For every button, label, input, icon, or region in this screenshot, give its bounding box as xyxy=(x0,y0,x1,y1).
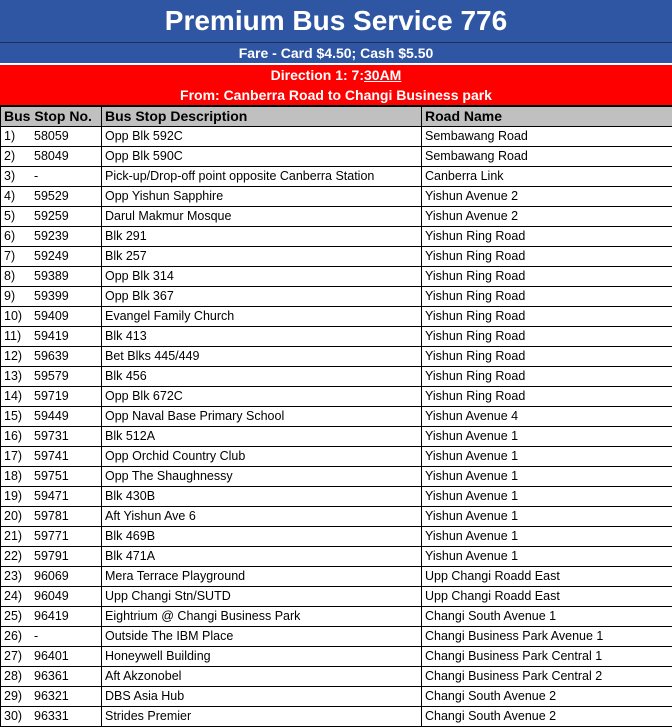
stop-code: - xyxy=(34,169,38,183)
row-index: 1) xyxy=(4,127,34,146)
stop-number-cell xyxy=(1,367,102,387)
road-name: Yishun Avenue 2 xyxy=(422,187,672,207)
row-index: 13) xyxy=(4,367,34,386)
stop-description: Opp Blk 592C xyxy=(102,127,422,147)
stop-code: 59529 xyxy=(34,189,69,203)
stop-number-cell xyxy=(1,407,102,427)
road-name: Yishun Avenue 1 xyxy=(422,467,672,487)
stop-description: Blk 456 xyxy=(102,367,422,387)
table-row xyxy=(1,567,672,587)
stop-description: Opp Yishun Sapphire xyxy=(102,187,422,207)
stop-description: Blk 291 xyxy=(102,227,422,247)
row-index: 29) xyxy=(4,687,34,706)
table-row xyxy=(1,387,672,407)
stop-code: 96401 xyxy=(34,649,69,663)
direction-time: 30AM xyxy=(364,67,401,83)
stop-number-cell xyxy=(1,587,102,607)
stop-code: 59409 xyxy=(34,309,69,323)
stop-number-cell xyxy=(1,327,102,347)
stop-code: 59249 xyxy=(34,249,69,263)
direction-label: Direction 1: 7: xyxy=(271,67,364,83)
stop-code: 59389 xyxy=(34,269,69,283)
stop-code: 96331 xyxy=(34,709,69,723)
table-row xyxy=(1,267,672,287)
row-index: 24) xyxy=(4,587,34,606)
stop-number-cell xyxy=(1,347,102,367)
stop-description: Strides Premier xyxy=(102,707,422,727)
road-name: Changi South Avenue 1 xyxy=(422,607,672,627)
table-row xyxy=(1,127,672,147)
stop-description: Mera Terrace Playground xyxy=(102,567,422,587)
row-index: 25) xyxy=(4,607,34,626)
stop-code: 96419 xyxy=(34,609,69,623)
stop-code: 59259 xyxy=(34,209,69,223)
stop-description: Outside The IBM Place xyxy=(102,627,422,647)
stop-code: 59419 xyxy=(34,329,69,343)
road-name: Yishun Ring Road xyxy=(422,227,672,247)
stop-number-cell xyxy=(1,647,102,667)
table-row xyxy=(1,427,672,447)
table-row xyxy=(1,167,672,187)
stop-code: - xyxy=(34,629,38,643)
stop-description: Blk 430B xyxy=(102,487,422,507)
stop-code: 96069 xyxy=(34,569,69,583)
direction-line xyxy=(0,65,672,85)
stop-number-cell xyxy=(1,507,102,527)
stop-description: Evangel Family Church xyxy=(102,307,422,327)
stop-code: 58049 xyxy=(34,149,69,163)
road-name: Yishun Ring Road xyxy=(422,347,672,367)
stop-number-cell xyxy=(1,667,102,687)
table-row xyxy=(1,227,672,247)
table-row xyxy=(1,667,672,687)
stop-number-cell xyxy=(1,607,102,627)
table-row xyxy=(1,247,672,267)
stop-number-cell xyxy=(1,487,102,507)
column-header-description: Bus Stop Description xyxy=(102,107,422,127)
table-row xyxy=(1,527,672,547)
stop-code: 59579 xyxy=(34,369,69,383)
stop-description: Blk 471A xyxy=(102,547,422,567)
road-name: Changi South Avenue 2 xyxy=(422,687,672,707)
stop-code: 59751 xyxy=(34,469,69,483)
row-index: 22) xyxy=(4,547,34,566)
row-index: 21) xyxy=(4,527,34,546)
road-name: Yishun Ring Road xyxy=(422,367,672,387)
stop-description: Blk 512A xyxy=(102,427,422,447)
table-row xyxy=(1,207,672,227)
row-index: 4) xyxy=(4,187,34,206)
table-row xyxy=(1,287,672,307)
row-index: 12) xyxy=(4,347,34,366)
road-name: Upp Changi Roadd East xyxy=(422,567,672,587)
road-name: Yishun Ring Road xyxy=(422,247,672,267)
row-index: 2) xyxy=(4,147,34,166)
stop-code: 59449 xyxy=(34,409,69,423)
stop-number-cell xyxy=(1,547,102,567)
stop-description: DBS Asia Hub xyxy=(102,687,422,707)
stop-code: 59239 xyxy=(34,229,69,243)
stop-code: 59741 xyxy=(34,449,69,463)
column-header-stop-no: Bus Stop No. xyxy=(1,107,102,127)
stop-description: Upp Changi Stn/SUTD xyxy=(102,587,422,607)
row-index: 6) xyxy=(4,227,34,246)
stop-code: 96049 xyxy=(34,589,69,603)
road-name: Yishun Avenue 4 xyxy=(422,407,672,427)
stop-description: Opp The Shaughnessy xyxy=(102,467,422,487)
stop-description: Opp Naval Base Primary School xyxy=(102,407,422,427)
stop-number-cell xyxy=(1,627,102,647)
table-row xyxy=(1,447,672,467)
road-name: Yishun Avenue 1 xyxy=(422,507,672,527)
stop-number-cell xyxy=(1,287,102,307)
stop-code: 59639 xyxy=(34,349,69,363)
row-index: 7) xyxy=(4,247,34,266)
table-row xyxy=(1,307,672,327)
row-index: 28) xyxy=(4,667,34,686)
row-index: 9) xyxy=(4,287,34,306)
stop-code: 59781 xyxy=(34,509,69,523)
table-row xyxy=(1,367,672,387)
row-index: 10) xyxy=(4,307,34,326)
table-row xyxy=(1,507,672,527)
route-from-to: From: Canberra Road to Changi Business park xyxy=(0,85,672,105)
page-title: Premium Bus Service 776 xyxy=(0,0,672,43)
stop-description: Opp Blk 367 xyxy=(102,287,422,307)
stop-number-cell xyxy=(1,127,102,147)
stop-code: 96321 xyxy=(34,689,69,703)
road-name: Sembawang Road xyxy=(422,127,672,147)
stop-description: Opp Blk 314 xyxy=(102,267,422,287)
stop-code: 58059 xyxy=(34,129,69,143)
stop-number-cell xyxy=(1,147,102,167)
stop-description: Aft Yishun Ave 6 xyxy=(102,507,422,527)
stop-number-cell xyxy=(1,187,102,207)
table-header-row xyxy=(1,107,672,127)
table-row xyxy=(1,627,672,647)
table-row xyxy=(1,467,672,487)
road-name: Upp Changi Roadd East xyxy=(422,587,672,607)
stop-number-cell xyxy=(1,527,102,547)
row-index: 14) xyxy=(4,387,34,406)
stop-description: Aft Akzonobel xyxy=(102,667,422,687)
road-name: Sembawang Road xyxy=(422,147,672,167)
row-index: 26) xyxy=(4,627,34,646)
stop-code: 59791 xyxy=(34,549,69,563)
road-name: Canberra Link xyxy=(422,167,672,187)
direction-banner xyxy=(0,65,672,106)
road-name: Yishun Avenue 1 xyxy=(422,487,672,507)
road-name: Yishun Avenue 2 xyxy=(422,207,672,227)
row-index: 8) xyxy=(4,267,34,286)
road-name: Yishun Ring Road xyxy=(422,267,672,287)
row-index: 16) xyxy=(4,427,34,446)
stop-description: Honeywell Building xyxy=(102,647,422,667)
stop-description: Pick-up/Drop-off point opposite Canberra Station xyxy=(102,167,422,187)
stop-number-cell xyxy=(1,307,102,327)
row-index: 11) xyxy=(4,327,34,346)
stop-code: 59719 xyxy=(34,389,69,403)
table-row xyxy=(1,147,672,167)
fare-info: Fare - Card $4.50; Cash $5.50 xyxy=(0,43,672,65)
stop-number-cell xyxy=(1,687,102,707)
table-row xyxy=(1,407,672,427)
stop-code: 96361 xyxy=(34,669,69,683)
road-name: Yishun Avenue 1 xyxy=(422,447,672,467)
road-name: Changi Business Park Central 1 xyxy=(422,647,672,667)
row-index: 5) xyxy=(4,207,34,226)
stop-number-cell xyxy=(1,267,102,287)
column-header-road: Road Name xyxy=(422,107,672,127)
road-name: Yishun Ring Road xyxy=(422,327,672,347)
road-name: Changi South Avenue 2 xyxy=(422,707,672,727)
road-name: Yishun Ring Road xyxy=(422,287,672,307)
stop-number-cell xyxy=(1,387,102,407)
row-index: 17) xyxy=(4,447,34,466)
stop-description: Darul Makmur Mosque xyxy=(102,207,422,227)
road-name: Changi Business Park Central 2 xyxy=(422,667,672,687)
stop-description: Eightrium @ Changi Business Park xyxy=(102,607,422,627)
stop-description: Blk 469B xyxy=(102,527,422,547)
stop-code: 59771 xyxy=(34,529,69,543)
stop-code: 59471 xyxy=(34,489,69,503)
table-row xyxy=(1,327,672,347)
road-name: Yishun Avenue 1 xyxy=(422,527,672,547)
row-index: 15) xyxy=(4,407,34,426)
stop-description: Opp Blk 672C xyxy=(102,387,422,407)
table-row xyxy=(1,687,672,707)
road-name: Yishun Ring Road xyxy=(422,387,672,407)
stop-description: Blk 257 xyxy=(102,247,422,267)
table-row xyxy=(1,347,672,367)
row-index: 27) xyxy=(4,647,34,666)
stop-number-cell xyxy=(1,447,102,467)
road-name: Yishun Ring Road xyxy=(422,307,672,327)
road-name: Yishun Avenue 1 xyxy=(422,547,672,567)
stop-description: Blk 413 xyxy=(102,327,422,347)
row-index: 18) xyxy=(4,467,34,486)
stop-number-cell xyxy=(1,467,102,487)
stop-number-cell xyxy=(1,247,102,267)
stop-code: 59399 xyxy=(34,289,69,303)
stop-number-cell xyxy=(1,427,102,447)
stop-description: Opp Blk 590C xyxy=(102,147,422,167)
stop-number-cell xyxy=(1,167,102,187)
stop-description: Bet Blks 445/449 xyxy=(102,347,422,367)
table-row xyxy=(1,647,672,667)
stop-description: Opp Orchid Country Club xyxy=(102,447,422,467)
row-index: 19) xyxy=(4,487,34,506)
row-index: 3) xyxy=(4,167,34,186)
stop-number-cell xyxy=(1,207,102,227)
table-row xyxy=(1,547,672,567)
table-row xyxy=(1,587,672,607)
table-row xyxy=(1,607,672,627)
road-name: Yishun Avenue 1 xyxy=(422,427,672,447)
stop-code: 59731 xyxy=(34,429,69,443)
stop-number-cell xyxy=(1,567,102,587)
bus-stop-table xyxy=(0,106,672,727)
row-index: 20) xyxy=(4,507,34,526)
stop-number-cell xyxy=(1,227,102,247)
table-row xyxy=(1,187,672,207)
road-name: Changi Business Park Avenue 1 xyxy=(422,627,672,647)
row-index: 23) xyxy=(4,567,34,586)
table-row xyxy=(1,487,672,507)
row-index: 30) xyxy=(4,707,34,726)
